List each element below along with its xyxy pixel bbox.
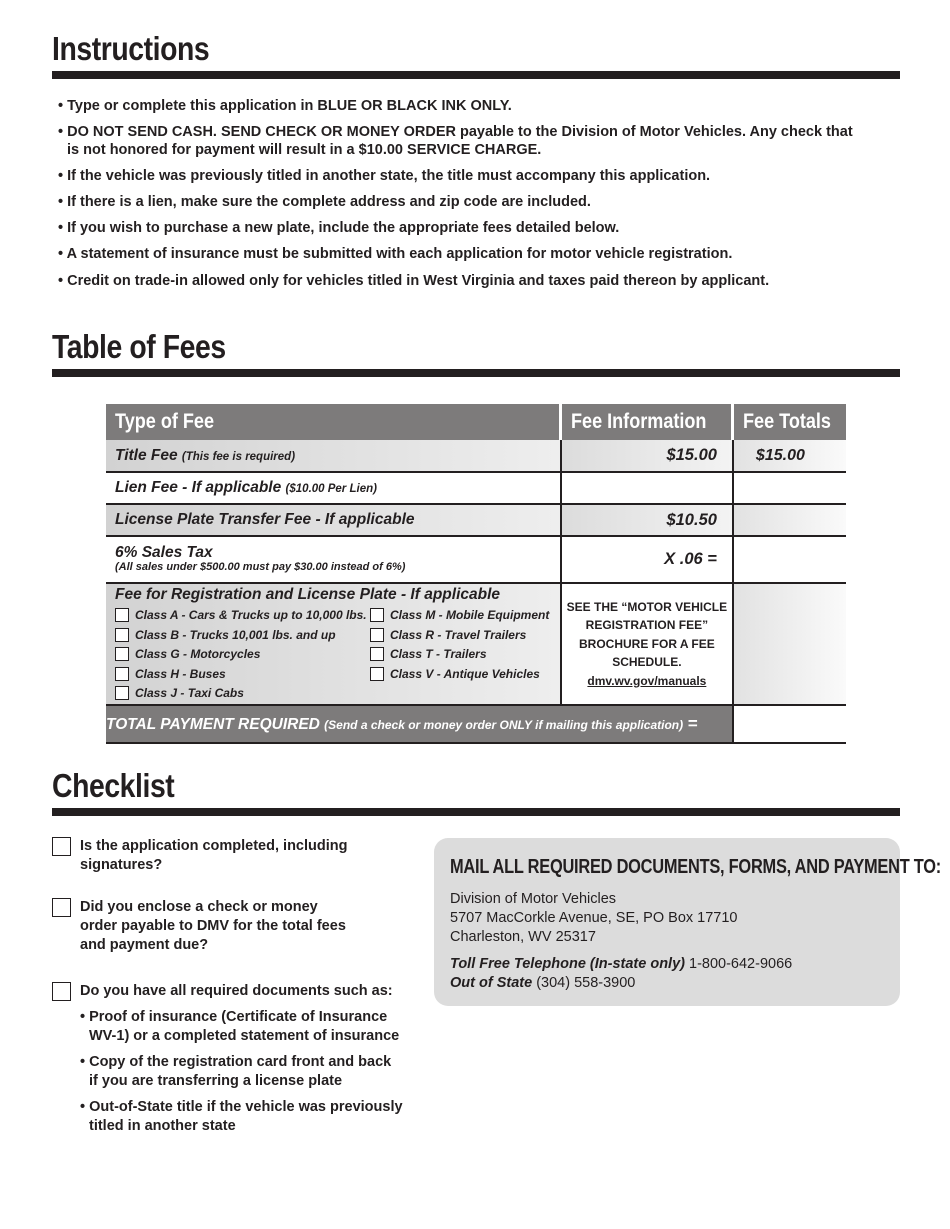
class-a-checkbox[interactable] — [115, 608, 129, 622]
title-fee-label: Title Fee — [115, 446, 178, 464]
instructions-list — [57, 98, 887, 299]
plate-transfer-total-field[interactable] — [733, 504, 846, 536]
tollfree-number: 1-800-642-9066 — [689, 956, 793, 972]
instruction-item: • If you wish to purchase a new plate, include the appropriate fees detailed below. — [58, 220, 620, 237]
title-fee-total: $15.00 — [733, 440, 846, 472]
outofstate-number: (304) 558-3900 — [536, 975, 636, 991]
instruction-item: • Credit on trade-in allowed only for vehicles titled in West Virginia and taxes paid thereon by applicant. — [58, 272, 770, 289]
checklist-checkbox-documents[interactable] — [52, 982, 71, 1001]
class-m-checkbox[interactable] — [370, 608, 384, 622]
checklist-heading: Checklist — [52, 767, 175, 804]
plate-transfer-row — [106, 504, 846, 536]
header-fee-information: Fee Information — [561, 404, 733, 440]
manuals-link[interactable]: dmv.wv.gov/manuals — [587, 673, 707, 688]
lien-fee-total-field[interactable] — [733, 472, 846, 504]
class-b-checkbox[interactable] — [115, 628, 129, 642]
required-documents-list — [80, 1008, 410, 1143]
lien-fee-label: Lien Fee - If applicable — [115, 479, 282, 496]
checklist-item-payment: Did you enclose a check or money order payable to DMV for the total fees and payment due? — [52, 898, 355, 955]
sales-tax-note: (All sales under $500.00 must pay $30.00 instead of 6%) — [115, 560, 406, 573]
class-t-checkbox[interactable] — [370, 647, 384, 661]
checklist-checkbox-completed[interactable] — [52, 837, 71, 856]
registration-total-field[interactable] — [733, 583, 846, 705]
mail-phones — [450, 955, 900, 993]
outofstate-label: Out of State — [450, 975, 533, 991]
instructions-rule — [52, 71, 900, 79]
total-label: TOTAL PAYMENT REQUIRED — [106, 716, 320, 733]
class-t-option[interactable]: Class T - Trailers — [370, 645, 555, 664]
total-payment-field[interactable] — [733, 705, 846, 743]
header-fee-totals: Fee Totals — [733, 404, 846, 440]
checklist-checkbox-payment[interactable] — [52, 898, 71, 917]
registration-label: Fee for Registration and License Plate - If applicable — [115, 586, 501, 603]
mail-title: MAIL ALL REQUIRED DOCUMENTS, FORMS, AND PAYMENT TO: — [450, 856, 942, 878]
mail-address: Division of Motor Vehicles 5707 MacCorkle Avenue, SE, PO Box 17710 Charleston, WV 25317 — [450, 891, 738, 945]
document-item: • Out-of-State title if the vehicle was previously titled in another state — [80, 1099, 403, 1134]
document-item: • Proof of insurance (Certificate of Insurance WV-1) or a completed statement of insurance — [80, 1009, 400, 1044]
class-h-checkbox[interactable] — [115, 667, 129, 681]
class-m-option[interactable]: Class M - Mobile Equipment — [370, 606, 555, 625]
fee-table — [106, 404, 846, 744]
class-a-option[interactable]: Class A - Cars & Trucks up to 10,000 lbs. — [115, 606, 370, 625]
fee-schedule-note: SEE THE “MOTOR VEHICLE REGISTRATION FEE” BROCHURE FOR A FEE SCHEDULE. dmv.wv.gov/manuals — [566, 599, 728, 688]
lien-fee-note: ($10.00 Per Lien) — [285, 483, 377, 495]
instructions-heading: Instructions — [52, 30, 210, 67]
fees-heading: Table of Fees — [52, 328, 226, 365]
instruction-item: • If there is a lien, make sure the complete address and zip code are included. — [58, 194, 591, 211]
checklist-item-completed: Is the application completed, including signatures? — [52, 837, 360, 875]
header-type-of-fee: Type of Fee — [106, 404, 561, 440]
fees-rule — [52, 369, 900, 377]
instruction-item: • Type or complete this application in BLUE OR BLACK INK ONLY. — [58, 98, 512, 114]
class-h-option[interactable]: Class H - Buses — [115, 665, 370, 684]
instruction-item: • If the vehicle was previously titled in another state, the title must accompany this application. — [58, 167, 711, 184]
class-r-checkbox[interactable] — [370, 628, 384, 642]
instruction-item: • DO NOT SEND CASH. SEND CHECK OR MONEY ORDER payable to the Division of Motor Vehicles. Any check that is not honored for payment will result in a $10.00 SERVICE CHARGE. — [58, 124, 853, 158]
instruction-item: • A statement of insurance must be submitted with each application for motor vehicle registration. — [58, 246, 733, 263]
class-g-checkbox[interactable] — [115, 647, 129, 661]
registration-row — [106, 583, 846, 705]
total-equals: = — [687, 714, 698, 733]
class-j-option[interactable]: Class J - Taxi Cabs — [115, 684, 370, 703]
document-item: • Copy of the registration card front and back if you are transferring a license plate — [80, 1054, 392, 1089]
title-fee-note: (This fee is required) — [181, 450, 296, 463]
total-note: (Send a check or money order ONLY if mailing this application) — [324, 718, 684, 732]
total-row — [106, 705, 846, 743]
plate-transfer-info: $10.50 — [561, 504, 733, 536]
class-j-checkbox[interactable] — [115, 686, 129, 700]
class-g-option[interactable]: Class G - Motorcycles — [115, 645, 370, 664]
class-v-checkbox[interactable] — [370, 667, 384, 681]
class-b-option[interactable]: Class B - Trucks 10,001 lbs. and up — [115, 626, 370, 645]
sales-tax-label: 6% Sales Tax — [115, 543, 213, 561]
mail-to-box — [434, 838, 942, 1006]
lien-fee-row — [106, 472, 846, 504]
sales-tax-row — [106, 536, 846, 583]
title-fee-row — [106, 440, 846, 472]
sales-tax-info: X .06 = — [561, 536, 733, 583]
lien-fee-info-field[interactable] — [561, 472, 733, 504]
tollfree-label: Toll Free Telephone (In-state only) — [450, 956, 685, 972]
checklist-item-documents: Do you have all required documents such as: — [52, 982, 410, 1001]
class-r-option[interactable]: Class R - Travel Trailers — [370, 626, 555, 645]
checklist-rule — [52, 808, 900, 816]
title-fee-info: $15.00 — [561, 440, 733, 472]
plate-transfer-label: License Plate Transfer Fee - If applicable — [106, 504, 561, 536]
class-v-option[interactable]: Class V - Antique Vehicles — [370, 665, 555, 684]
sales-tax-total-field[interactable] — [733, 536, 846, 583]
